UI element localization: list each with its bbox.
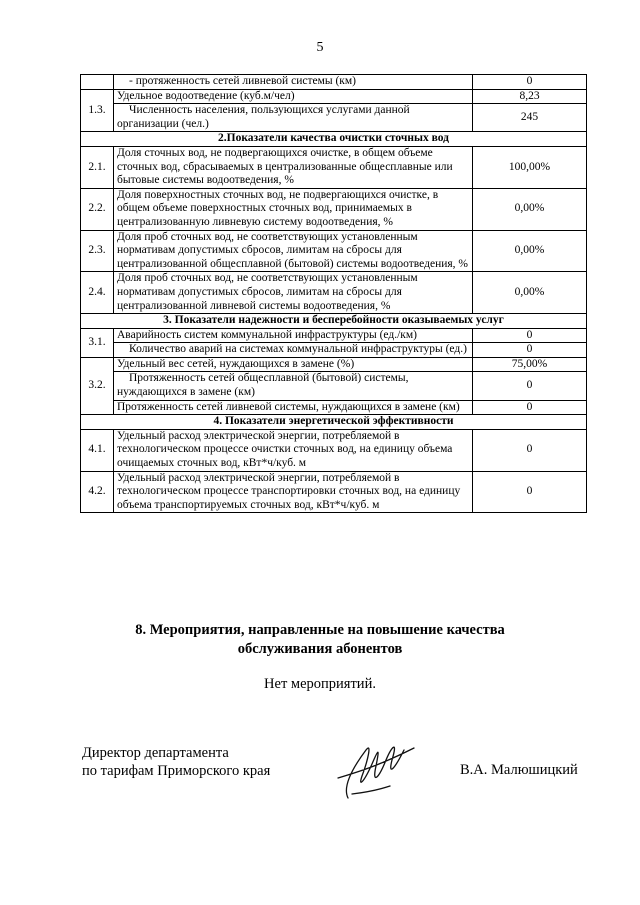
page-number: 5 — [316, 40, 324, 55]
indicator-name: Аварийность систем коммунальной инфраструктуры (ед./км) — [114, 328, 473, 343]
indicator-value: 0,00% — [473, 230, 587, 272]
indicator-value: 0 — [473, 343, 587, 358]
indicator-name: Удельное водоотведение (куб.м/чел) — [114, 89, 473, 104]
signatory-title — [82, 744, 270, 780]
row-number: 3.1. — [81, 328, 114, 357]
table-row — [81, 89, 587, 104]
signatory-name: В.А. Малюшицкий — [460, 762, 578, 778]
row-number — [81, 75, 114, 90]
indicator-value: 0,00% — [473, 188, 587, 230]
row-number: 2.1. — [81, 146, 114, 188]
indicator-name: - протяженность сетей ливневой системы (км) — [114, 75, 473, 90]
indicator-name: Протяженность сетей общесплавной (бытовой) системы, нуждающихся в замене (км) — [114, 372, 473, 400]
table-row — [81, 328, 587, 343]
signatory-title-line1: Директор департамента — [82, 745, 229, 761]
section-row — [81, 132, 587, 147]
indicator-value: 0 — [473, 471, 587, 513]
indicator-value: 8,23 — [473, 89, 587, 104]
row-number: 2.2. — [81, 188, 114, 230]
section-title: 4. Показатели энергетической эффективности — [81, 415, 587, 430]
indicator-value: 0,00% — [473, 272, 587, 314]
table-row — [81, 357, 587, 372]
indicator-name: Удельный расход электрической энергии, потребляемой в технологическом процессе транспортировки сточных вод, на единицу объема транспортируемых сточных вод, кВт*ч/куб. м — [114, 471, 473, 513]
table-row — [81, 230, 587, 272]
indicator-value: 0 — [473, 400, 587, 415]
signatory-title-line2: по тарифам Приморского края — [82, 763, 271, 779]
indicator-name: Протяженность сетей ливневой системы, нуждающихся в замене (км) — [114, 400, 473, 415]
table-row — [81, 104, 587, 132]
indicator-value: 0 — [473, 328, 587, 343]
indicator-name: Удельный вес сетей, нуждающихся в замене (%) — [114, 357, 473, 372]
section-heading-line2: обслуживания абонентов — [237, 641, 403, 657]
table-row — [81, 146, 587, 188]
indicator-name: Удельный расход электрической энергии, потребляемой в технологическом процессе очистки сточных вод, на единицу объема очищаемых сточных вод, кВт*ч/куб. м — [114, 429, 473, 471]
indicator-name: Доля проб сточных вод, не соответствующих установленным нормативам допустимых сбросов, лимитам на сбросы для централизованной ливневой системы водоотведения, % — [114, 272, 473, 314]
indicator-value: 0 — [473, 75, 587, 90]
section-heading-line1: 8. Мероприятия, направленные на повышение качества — [135, 622, 505, 638]
indicator-value: 0 — [473, 429, 587, 471]
indicator-value: 0 — [473, 372, 587, 400]
table-row — [81, 188, 587, 230]
row-number: 2.3. — [81, 230, 114, 272]
row-number: 1.3. — [81, 89, 114, 132]
section-row — [81, 314, 587, 329]
handwritten-signature — [318, 736, 418, 806]
row-number: 2.4. — [81, 272, 114, 314]
table-row — [81, 272, 587, 314]
table-row — [81, 372, 587, 400]
indicator-name: Доля поверхностных сточных вод, не подвергающихся очистке, в общем объеме поверхностных сточных вод, принимаемых в централизованную ливневую систему водоотведения, % — [114, 188, 473, 230]
indicator-name: Количество аварий на системах коммунальной инфраструктуры (ед.) — [114, 343, 473, 358]
table-row — [81, 429, 587, 471]
indicator-value: 75,00% — [473, 357, 587, 372]
table-row — [81, 400, 587, 415]
row-number: 4.1. — [81, 429, 114, 471]
section-row — [81, 415, 587, 430]
no-measures-note: Нет мероприятий. — [264, 676, 376, 692]
table-row — [81, 75, 587, 90]
indicator-name: Доля сточных вод, не подвергающихся очистке, в общем объеме сточных вод, сбрасываемых в централизованные общесплавные или бытовые системы водоотведения, % — [114, 146, 473, 188]
table-row — [81, 343, 587, 358]
indicators-table — [80, 74, 587, 513]
row-number: 4.2. — [81, 471, 114, 513]
indicator-name: Доля проб сточных вод, не соответствующих установленным нормативам допустимых сбросов, лимитам на сбросы для централизованной общесплавной (бытовой) системы водоотведения, % — [114, 230, 473, 272]
section-title: 3. Показатели надежности и бесперебойности оказываемых услуг — [81, 314, 587, 329]
table-row — [81, 471, 587, 513]
row-number: 3.2. — [81, 357, 114, 414]
indicator-value: 245 — [473, 104, 587, 132]
indicator-name: Численность населения, пользующихся услугами данной организации (чел.) — [114, 104, 473, 132]
section-heading — [0, 621, 640, 659]
section-title: 2.Показатели качества очистки сточных вод — [81, 132, 587, 147]
indicator-value: 100,00% — [473, 146, 587, 188]
